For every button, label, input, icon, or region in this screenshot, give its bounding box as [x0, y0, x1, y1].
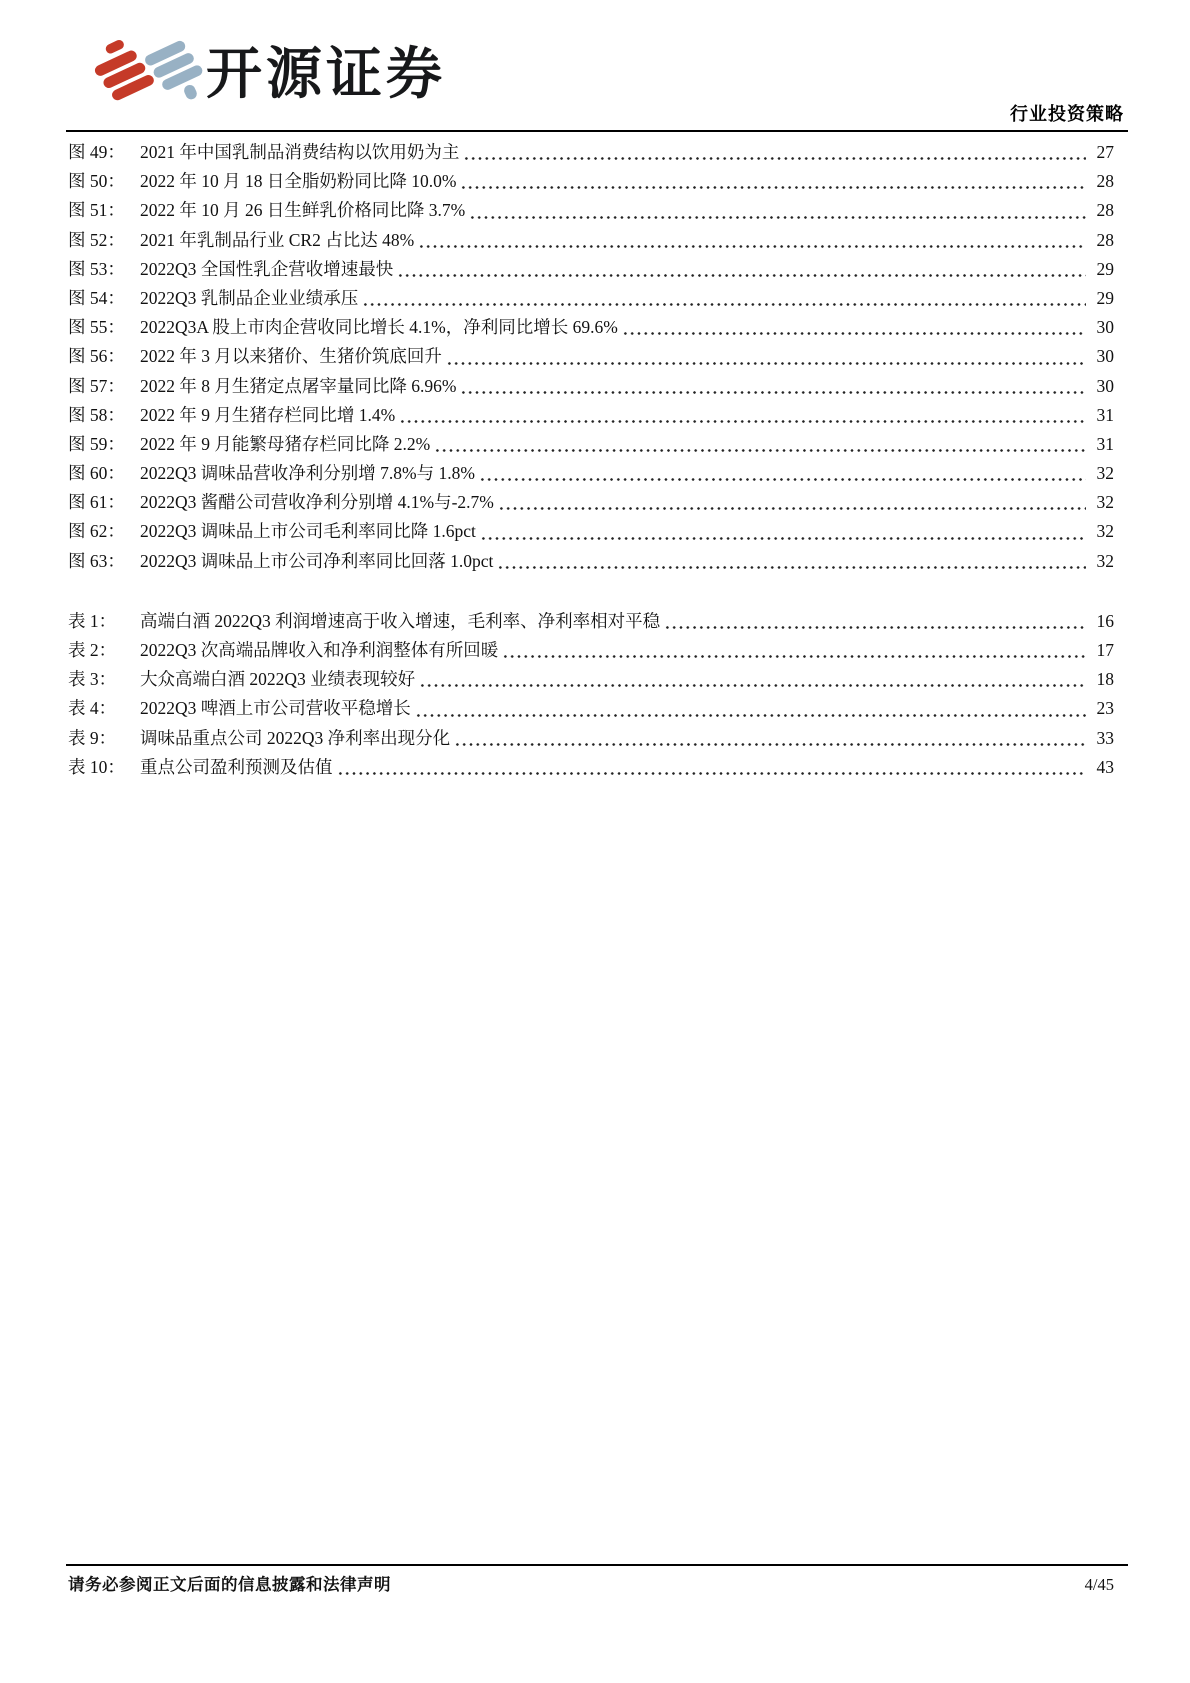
- figure-entry-label: 图 51：: [68, 200, 125, 221]
- page-number: 4/45: [1084, 1575, 1114, 1594]
- figure-entry-page: 32: [1096, 463, 1114, 484]
- dot-leader: [622, 332, 1086, 335]
- figure-entry-label: 图 55：: [68, 317, 125, 338]
- wheat-sheaf-logo-icon: [88, 34, 196, 118]
- figure-toc-entry[interactable]: [68, 138, 1114, 167]
- figure-entry-page: 32: [1096, 521, 1114, 542]
- table-entry-label: 表 2：: [68, 640, 117, 660]
- report-type-label: 行业投资策略: [1010, 104, 1124, 124]
- figure-toc-entry[interactable]: [68, 167, 1114, 196]
- table-toc-entry[interactable]: [68, 753, 1114, 782]
- dot-leader: [460, 186, 1086, 189]
- table-entry-title: 调味品重点公司 2022Q3 净利率出现分化: [140, 727, 451, 748]
- figure-entry-label: 图 63：: [68, 550, 125, 571]
- figure-entry-title: 2022 年 10 月 26 日生鲜乳价格同比降 3.7%: [140, 200, 466, 221]
- figure-entry-label: 图 53：: [68, 258, 125, 279]
- table-toc-entry[interactable]: [68, 694, 1114, 723]
- dot-leader: [502, 655, 1086, 658]
- figure-entry-title: 2021 年乳制品行业 CR2 占比达 48%: [140, 229, 415, 250]
- figure-entry-title: 2022Q3 酱醋公司营收净利分别增 4.1%与-2.7%: [140, 492, 494, 513]
- figure-toc-entry[interactable]: [68, 547, 1114, 576]
- figure-toc-entry[interactable]: [68, 488, 1114, 517]
- dot-leader: [463, 157, 1086, 160]
- figure-entry-label: 图 62：: [68, 521, 125, 542]
- dot-leader: [497, 566, 1086, 569]
- figure-entry-label: 图 58：: [68, 404, 125, 425]
- dot-leader: [446, 362, 1086, 365]
- figure-entry-page: 32: [1096, 550, 1114, 571]
- figure-entry-page: 29: [1096, 258, 1114, 279]
- table-toc-entry[interactable]: [68, 636, 1114, 665]
- figure-toc-entry[interactable]: [68, 372, 1114, 401]
- figure-toc-entry[interactable]: [68, 255, 1114, 284]
- figure-entry-label: 图 54：: [68, 287, 125, 308]
- table-entry-title: 高端白酒 2022Q3 利润增速高于收入增速，毛利率、净利率相对平稳: [140, 610, 661, 631]
- figure-entry-title: 2022 年 9 月能繁母猪存栏同比降 2.2%: [140, 433, 431, 454]
- dot-leader: [454, 743, 1086, 746]
- figure-entry-label: 图 59：: [68, 433, 125, 454]
- dot-leader: [434, 449, 1086, 452]
- table-of-contents: [68, 138, 1114, 782]
- figure-toc-entry[interactable]: [68, 342, 1114, 371]
- figure-entry-title: 2022 年 8 月生猪定点屠宰量同比降 6.96%: [140, 375, 457, 396]
- dot-leader: [480, 537, 1086, 540]
- footer-divider: [66, 1564, 1128, 1566]
- page-footer: [0, 1564, 1190, 1595]
- figure-toc-entry[interactable]: [68, 226, 1114, 255]
- page-header: [0, 0, 1190, 134]
- figure-toc-entry[interactable]: [68, 196, 1114, 225]
- dot-leader: [397, 274, 1086, 277]
- figure-entry-page: 31: [1096, 433, 1114, 454]
- table-entry-title: 大众高端白酒 2022Q3 业绩表现较好: [140, 669, 416, 690]
- figure-entry-title: 2022Q3 调味品上市公司净利率同比回落 1.0pct: [140, 550, 494, 571]
- table-entry-page: 23: [1096, 698, 1114, 719]
- figure-entry-page: 27: [1096, 142, 1114, 162]
- brand-name: 开源证券: [206, 42, 446, 105]
- figure-entry-title: 2022Q3A 股上市肉企营收同比增长 4.1%，净利同比增长 69.6%: [140, 317, 618, 338]
- brand-logo: [88, 34, 446, 118]
- dot-leader: [362, 303, 1086, 306]
- figure-entry-title: 2022 年 10 月 18 日全脂奶粉同比降 10.0%: [140, 171, 457, 192]
- table-entry-label: 表 10：: [68, 756, 125, 777]
- figure-entry-label: 图 49：: [68, 142, 125, 162]
- figure-entry-page: 28: [1096, 171, 1114, 192]
- figure-entry-title: 2022 年 3 月以来猪价、生猪价筑底回升: [140, 346, 442, 367]
- dot-leader: [399, 420, 1086, 423]
- table-entry-page: 18: [1096, 669, 1114, 690]
- dot-leader: [418, 245, 1086, 248]
- table-entry-page: 16: [1096, 610, 1114, 631]
- table-entry-page: 17: [1096, 640, 1114, 660]
- figure-entry-page: 29: [1096, 287, 1114, 308]
- figure-toc-entry[interactable]: [68, 284, 1114, 313]
- figure-entry-title: 2022Q3 调味品营收净利分别增 7.8%与 1.8%: [140, 463, 475, 484]
- figure-entry-page: 30: [1096, 317, 1114, 338]
- table-entry-page: 43: [1096, 756, 1114, 777]
- table-toc-list: [68, 607, 1114, 782]
- header-divider: [66, 130, 1128, 132]
- table-entry-title: 2022Q3 啤酒上市公司营收平稳增长: [140, 698, 411, 719]
- figure-entry-title: 2022Q3 乳制品企业业绩承压: [140, 287, 359, 308]
- figure-entry-label: 图 60：: [68, 463, 125, 484]
- figure-toc-entry[interactable]: [68, 401, 1114, 430]
- dot-leader: [498, 507, 1086, 510]
- figure-entry-label: 图 50：: [68, 171, 125, 192]
- figure-entry-page: 30: [1096, 346, 1114, 367]
- figure-toc-list: [68, 138, 1114, 576]
- table-toc-entry[interactable]: [68, 607, 1114, 636]
- figure-toc-entry[interactable]: [68, 313, 1114, 342]
- dot-leader: [419, 684, 1086, 687]
- dot-leader: [664, 626, 1086, 629]
- table-entry-title: 重点公司盈利预测及估值: [140, 756, 333, 777]
- table-entry-label: 表 4：: [68, 698, 117, 719]
- figure-entry-title: 2022Q3 调味品上市公司毛利率同比降 1.6pct: [140, 521, 476, 542]
- figure-entry-page: 31: [1096, 404, 1114, 425]
- figure-entry-page: 28: [1096, 200, 1114, 221]
- disclaimer-text: 请务必参阅正文后面的信息披露和法律声明: [68, 1575, 391, 1594]
- figure-toc-entry[interactable]: [68, 430, 1114, 459]
- table-toc-entry[interactable]: [68, 665, 1114, 694]
- figure-entry-page: 32: [1096, 492, 1114, 513]
- table-entry-label: 表 1：: [68, 610, 117, 631]
- table-toc-entry[interactable]: [68, 724, 1114, 753]
- figure-entry-title: 2022 年 9 月生猪存栏同比增 1.4%: [140, 404, 396, 425]
- dot-leader: [337, 772, 1087, 775]
- figure-entry-label: 图 56：: [68, 346, 125, 367]
- table-entry-title: 2022Q3 次高端品牌收入和净利润整体有所回暖: [140, 640, 499, 660]
- figure-entry-page: 28: [1096, 229, 1114, 250]
- figure-entry-page: 30: [1096, 375, 1114, 396]
- table-entry-label: 表 3：: [68, 669, 117, 690]
- figure-entry-title: 2021 年中国乳制品消费结构以饮用奶为主: [140, 142, 460, 162]
- figure-entry-title: 2022Q3 全国性乳企营收增速最快: [140, 258, 394, 279]
- figure-toc-entry[interactable]: [68, 459, 1114, 488]
- figure-entry-label: 图 52：: [68, 229, 125, 250]
- table-entry-label: 表 9：: [68, 727, 117, 748]
- table-entry-page: 33: [1096, 727, 1114, 748]
- figure-entry-label: 图 61：: [68, 492, 125, 513]
- figure-toc-entry[interactable]: [68, 517, 1114, 546]
- dot-leader: [469, 216, 1086, 219]
- dot-leader: [415, 714, 1086, 717]
- dot-leader: [479, 478, 1086, 481]
- dot-leader: [460, 391, 1086, 394]
- figure-entry-label: 图 57：: [68, 375, 125, 396]
